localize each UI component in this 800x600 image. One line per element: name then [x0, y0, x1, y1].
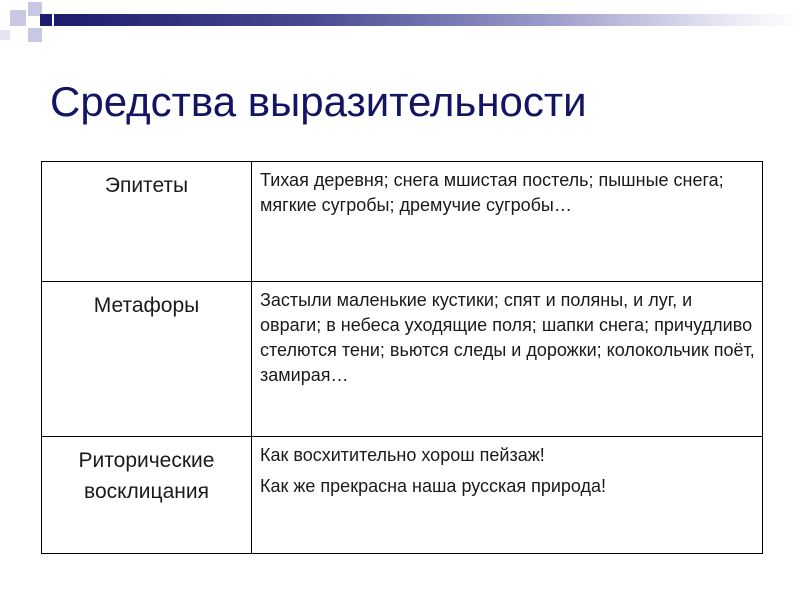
example-text: Тихая деревня; снега мшистая постель; пышные снега; мягкие сугробы; дремучие сугробы… [260, 170, 724, 215]
table-row [42, 282, 763, 437]
example-text: Как восхитительно хорош пейзаж! [260, 445, 545, 465]
decor-square [10, 10, 26, 26]
decor-square [40, 14, 52, 26]
term-cell: Риторические восклицания [42, 437, 252, 554]
term-cell: Эпитеты [42, 162, 252, 282]
term-cell: Метафоры [42, 282, 252, 437]
example-text: Как же прекрасна наша русская природа! [260, 476, 607, 496]
table-row [42, 162, 763, 282]
examples-cell [252, 437, 763, 554]
decor-square [0, 30, 10, 40]
examples-cell [252, 282, 763, 437]
decor-square [28, 28, 42, 42]
header-gradient-bar [54, 14, 800, 26]
examples-cell [252, 162, 763, 282]
expressive-means-table [41, 161, 763, 554]
example-text: Застыли маленькие кустики; спят и поляны, и луг, и овраги; в небеса уходящие поля; шапки снега; причудливо стелются тени; вьются следы и дорожки; колокольчик поёт, замирая… [260, 290, 755, 385]
slide-title: Средства выразительности [50, 78, 587, 125]
table-row [42, 437, 763, 554]
